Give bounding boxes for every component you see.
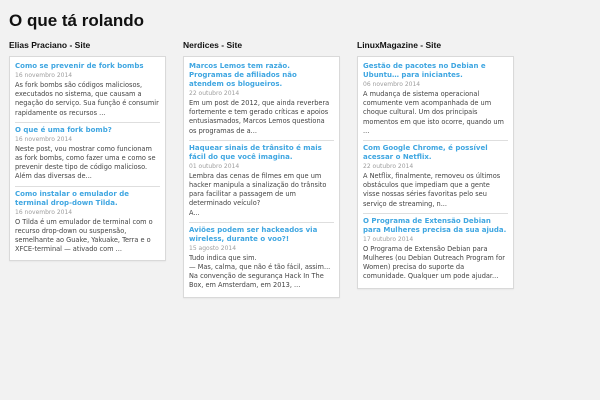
feed-item — [363, 59, 508, 141]
feed-item-title-link[interactable]: Como se prevenir de fork bombs — [15, 62, 144, 70]
feed-item-excerpt: A mudança de sistema operacional comumente vem acompanhada de um choque cultural. Um dos principais momentos em que isto ocorre, quando um ... — [363, 90, 504, 135]
feed-item-excerpt: O Programa de Extensão Debian para Mulheres (ou Debian Outreach Program for Women) precisa do suporte da comunidade. Qualquer um pode ajudar... — [363, 244, 505, 281]
feed-header[interactable]: Elias Praciano - Site — [9, 40, 91, 50]
feed-item-excerpt: Em um post de 2012, que ainda reverbera fortemente e tem gerado críticas e apoios entusiasmados, Marcos Lemos questiona os programas de a... — [189, 99, 330, 135]
feed-item-excerpt: As fork bombs são códigos maliciosos, executados no sistema, que causam a negação do serviço. Sua função é consumir rapidamente os recursos ... — [15, 81, 159, 117]
feed-item — [363, 141, 508, 214]
feed-box — [183, 56, 340, 298]
feed-item-title-link[interactable]: O Programa de Extensão Debian para Mulheres precisa da sua ajuda. — [363, 216, 507, 234]
feed-item-title-link[interactable]: Aviões podem ser hackeados via wireless, durante o voo?! — [189, 225, 318, 243]
feed-item-title-link[interactable]: Como instalar o emulador de terminal drop-down Tilda. — [15, 189, 129, 207]
feed-column-nerdices — [183, 40, 340, 298]
feed-item-title-link[interactable]: Marcos Lemos tem razão. Programas de afiliados não atendem os blogueiros. — [189, 62, 297, 88]
feed-item-date: 06 novembro 2014 — [363, 81, 421, 88]
feed-item — [15, 59, 160, 123]
feed-item-date: 17 outubro 2014 — [363, 235, 414, 243]
feed-header[interactable]: LinuxMagazine - Site — [357, 40, 442, 50]
feed-item-excerpt: Lembra das cenas de filmes em que um hacker manipula a sinalização do trânsito para facilitar a passagem de um determinado veículo? A... — [189, 171, 327, 217]
feed-item-title-link[interactable]: O que é uma fork bomb? — [15, 125, 112, 134]
feed-column-linuxmagazine — [357, 40, 514, 289]
feed-item — [189, 223, 334, 291]
page-title: O que tá rolando — [9, 11, 145, 30]
feed-item — [189, 59, 334, 141]
feed-item-date: 01 outubro 2014 — [189, 162, 240, 170]
feed-item-date: 22 outubro 2014 — [363, 163, 414, 171]
feed-header[interactable]: Nerdices - Site — [183, 40, 243, 50]
feed-item — [15, 187, 160, 255]
feed-box — [9, 56, 166, 261]
feed-column-elias-praciano — [9, 40, 166, 261]
feed-item — [363, 214, 508, 282]
feed-item-excerpt: Neste post, vou mostrar como funcionam as fork bombs, como fazer uma e como se prevenir deste tipo de código malicioso. Além das diversas de... — [15, 144, 156, 181]
feed-item-excerpt: A Netflix, finalmente, removeu os últimos obstáculos que impediam que a gente visse nossas séries favoritas pelo seu serviço de streaming, n... — [363, 172, 501, 208]
feed-item-title-link[interactable]: Com Google Chrome, é possível acessar o Netflix. — [363, 144, 488, 162]
feed-item-date: 22 outubro 2014 — [189, 90, 240, 97]
feed-item-excerpt: O Tilda é um emulador de terminal com o recurso drop-down ou suspensão, semelhante ao Guake, Yakuake, Terra e o XFCE-terminal — ativado com ... — [15, 217, 153, 254]
feed-item-title-link[interactable]: Gestão de pacotes no Debian e Ubuntu… para iniciantes. — [363, 62, 486, 79]
feed-item-date: 15 agosto 2014 — [189, 244, 237, 252]
feed-box — [357, 56, 514, 289]
feed-item-date: 16 novembro 2014 — [15, 72, 73, 79]
feed-item-date: 16 novembro 2014 — [15, 135, 73, 143]
feed-item — [15, 123, 160, 187]
feed-item-title-link[interactable]: Haquear sinais de trânsito é mais fácil do que você imagina. — [189, 143, 322, 161]
feed-item — [189, 141, 334, 223]
feed-item-date: 16 novembro 2014 — [15, 208, 73, 216]
feed-item-excerpt: Tudo indica que sim. — Mas, calma, que não é tão fácil, assim... Na convenção de segurança Hack In The Box, em Amsterdam, em 2013, ... — [189, 253, 331, 290]
